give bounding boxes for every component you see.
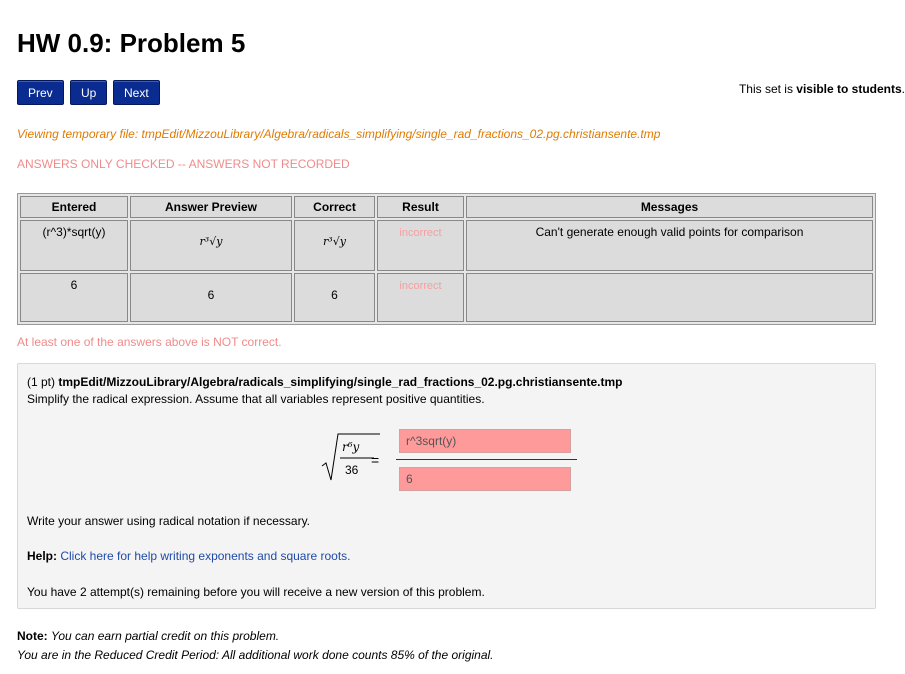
problem-box bbox=[17, 363, 876, 609]
visibility-value: visible to students bbox=[796, 82, 902, 96]
note-label: Note: bbox=[17, 629, 48, 643]
preview-math: r³√y bbox=[199, 235, 223, 248]
visibility-status bbox=[739, 82, 905, 96]
preview-cell bbox=[130, 220, 292, 271]
page-title: HW 0.9: Problem 5 bbox=[17, 28, 246, 58]
correct-math: r³√y bbox=[323, 235, 346, 248]
col-result: Result bbox=[377, 196, 464, 218]
entered-cell: 6 bbox=[20, 273, 128, 322]
denominator-answer-input[interactable] bbox=[399, 467, 571, 491]
preview-value: 6 bbox=[207, 288, 215, 302]
radicand-numerator: r⁶y bbox=[342, 440, 360, 454]
col-entered: Entered bbox=[20, 196, 128, 218]
result-status: incorrect bbox=[399, 280, 442, 292]
result-cell bbox=[377, 273, 464, 322]
table-row bbox=[20, 273, 873, 322]
problem-header bbox=[27, 375, 622, 389]
message-cell bbox=[466, 273, 873, 322]
problem-statement: Simplify the radical expression. Assume that all variables represent positive quantities. bbox=[27, 392, 485, 406]
col-correct: Correct bbox=[294, 196, 375, 218]
attempts-remaining: You have 2 attempt(s) remaining before you will receive a new version of this problem. bbox=[27, 585, 485, 599]
visibility-prefix: This set is bbox=[738, 82, 797, 96]
next-button[interactable]: Next bbox=[113, 80, 160, 105]
correct-cell bbox=[294, 220, 375, 271]
col-messages: Messages bbox=[466, 196, 873, 218]
instruction-text: Write your answer using radical notation if necessary. bbox=[27, 514, 311, 528]
problem-path: tmpEdit/MizzouLibrary/Algebra/radicals_simplifying/single_rad_fractions_02.pg.christiansente.tmp bbox=[58, 375, 623, 389]
reduced-credit-note: You are in the Reduced Credit Period: All additional work done counts 85% of the original. bbox=[17, 648, 494, 662]
help-line bbox=[27, 549, 351, 563]
answers-table bbox=[17, 193, 876, 325]
preview-cell bbox=[130, 273, 292, 322]
numerator-answer-input[interactable] bbox=[399, 429, 571, 453]
correct-cell bbox=[294, 273, 375, 322]
not-correct-message: At least one of the answers above is NOT correct. bbox=[17, 335, 282, 349]
correct-value: 6 bbox=[331, 288, 338, 302]
result-cell bbox=[377, 220, 464, 271]
temp-file-message: Viewing temporary file: tmpEdit/MizzouLibrary/Algebra/radicals_simplifying/single_rad_fractions_02.pg.christiansente.tmp bbox=[17, 127, 661, 141]
visibility-suffix: . bbox=[901, 82, 905, 96]
help-label: Help: bbox=[27, 549, 57, 563]
help-link[interactable]: Click here for help writing exponents and square roots. bbox=[60, 549, 351, 563]
partial-credit-note bbox=[17, 629, 279, 643]
table-row bbox=[20, 220, 873, 271]
problem-points: (1 pt) bbox=[27, 375, 59, 389]
entered-cell: (r^3)*sqrt(y) bbox=[20, 220, 128, 271]
answers-header-row bbox=[20, 196, 873, 218]
up-button[interactable]: Up bbox=[70, 80, 107, 105]
fraction-bar bbox=[396, 459, 577, 460]
partial-credit-text: You can earn partial credit on this problem. bbox=[51, 629, 280, 643]
result-status: incorrect bbox=[399, 227, 442, 239]
col-answer-preview: Answer Preview bbox=[130, 196, 292, 218]
radicand-denominator: 36 bbox=[345, 463, 359, 477]
message-cell: Can't generate enough valid points for comparison bbox=[466, 220, 873, 271]
prev-button[interactable]: Prev bbox=[17, 80, 64, 105]
equals-sign: = bbox=[371, 452, 380, 468]
checked-message: ANSWERS ONLY CHECKED -- ANSWERS NOT RECORDED bbox=[17, 157, 350, 171]
